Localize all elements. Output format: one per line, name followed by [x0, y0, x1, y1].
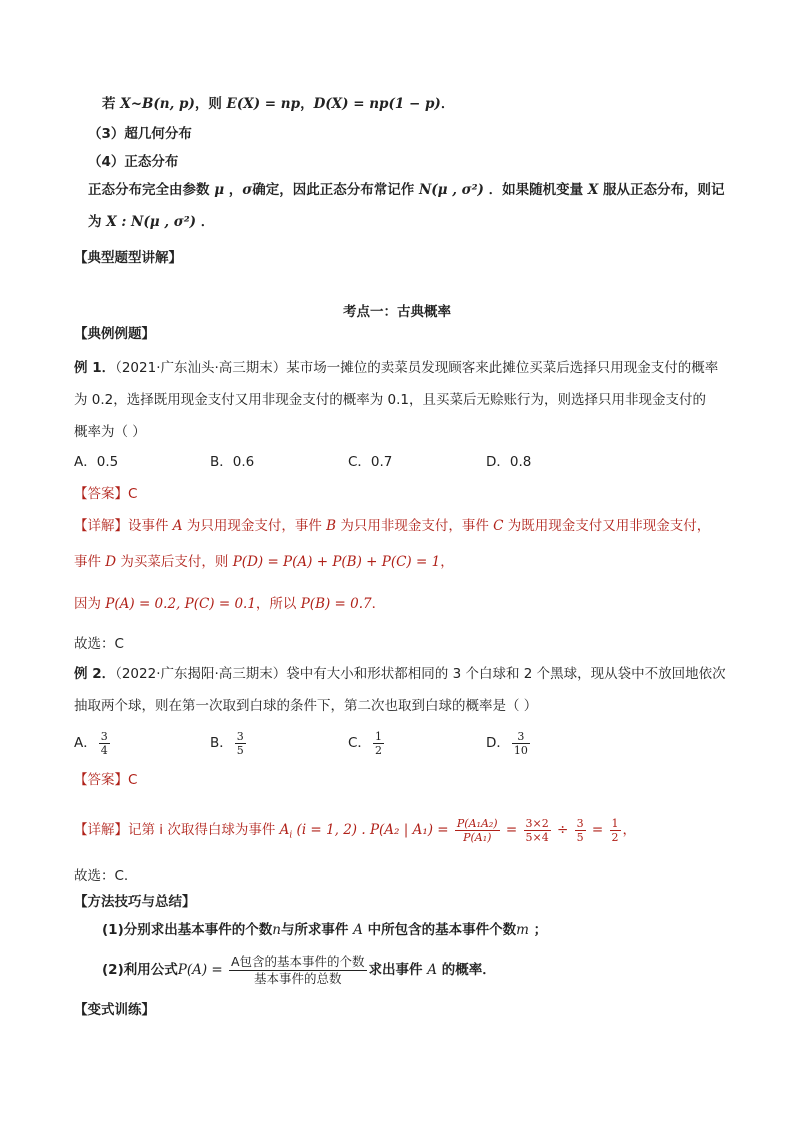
fraction-denominator: 2 — [374, 743, 382, 757]
text: ．如果随机变量 — [488, 182, 584, 198]
math-expectation: E(X) = np — [226, 96, 301, 112]
ex1-option-c: C．0.7 — [348, 454, 393, 470]
math-c: C — [493, 518, 504, 534]
math-range: (i = 1, 2) . — [292, 822, 370, 838]
fraction-numerator: 3 — [512, 730, 530, 744]
text: 若 — [102, 96, 121, 112]
ex1-option-b: B．0.6 — [210, 454, 255, 470]
math-n: n — [272, 922, 281, 938]
text: 服从正态分布，则记 — [603, 182, 725, 198]
detail-label: 【详解】 — [74, 822, 128, 838]
math-variance: D(X) = np(1 − p) — [313, 96, 441, 112]
detail-label: 【详解】 — [74, 518, 128, 534]
fraction-numerator: 3 — [236, 729, 244, 743]
ex1-label: 例 1． — [74, 360, 116, 376]
formula-fraction — [229, 954, 367, 987]
text: ． — [440, 96, 455, 112]
text: ， — [622, 822, 637, 838]
fraction-numerator: A包含的基本事件的个数 — [231, 953, 365, 969]
math-a: A — [172, 518, 183, 534]
text: （2022·广东揭阳·高三期末）袋中有大小和形状都相同的 3 个白球和 2 个黑球，现从袋中不放回地依次 — [115, 666, 726, 682]
normal-heading: （4）正态分布 — [88, 154, 179, 170]
text: 因为 — [74, 596, 106, 612]
section-example: 【典例例题】 — [74, 326, 155, 342]
ex1-option-d: D．0.8 — [486, 454, 532, 470]
text: 确定，因此正态分布常记作 — [252, 182, 415, 198]
text: 正态分布完全由参数 — [88, 182, 210, 198]
option-prefix: A． — [74, 735, 97, 751]
fraction-numerator: 1 — [611, 816, 619, 830]
text: 记第 i 次取得白球为事件 — [128, 822, 280, 838]
math-binomial: ~B(n, p) — [130, 96, 195, 112]
math-fraction — [610, 817, 621, 844]
math-mu: μ — [209, 182, 229, 198]
ex2-answer: 【答案】C — [74, 772, 138, 788]
math-conditional: P(A₂ | A₁) = — [369, 822, 453, 838]
text: ． — [371, 596, 386, 612]
method-item-2 — [102, 952, 496, 988]
fraction-numerator: 3×2 — [525, 816, 549, 830]
math-normal-expr: X : N(μ , σ²) — [101, 214, 201, 230]
normal-description-line — [88, 180, 725, 200]
math-pa: P(A) = — [177, 962, 227, 978]
ex2-conclusion: 故选：C. — [74, 868, 129, 884]
text: 设事件 — [128, 518, 173, 534]
ex2-label: 例 2． — [74, 666, 116, 682]
ex2-option-d — [486, 728, 532, 758]
ex1-answer: 【答案】C — [74, 486, 138, 502]
text: 的概率． — [437, 962, 496, 978]
math-fraction — [524, 817, 551, 844]
binomial-formula-line — [102, 94, 454, 114]
text: ÷ — [552, 822, 573, 838]
math-fraction — [575, 817, 586, 844]
ex1-line1 — [74, 358, 718, 378]
fraction-numerator: 1 — [374, 729, 382, 743]
ex1-detail-line2 — [74, 552, 454, 572]
text: = — [587, 822, 608, 838]
math-b: B — [326, 518, 337, 534]
math-normal-notation: N(μ , σ²) — [414, 182, 489, 198]
option-fraction — [512, 730, 530, 757]
normal-notation-line — [88, 212, 214, 232]
section-method: 【方法技巧与总结】 — [74, 894, 196, 910]
fraction-numerator: P(A₁A₂) — [456, 816, 498, 830]
ex1-detail-line1 — [74, 516, 710, 536]
ex1-option-a: A．0.5 — [74, 454, 119, 470]
option-prefix: B． — [210, 735, 233, 751]
text: (2)利用公式 — [102, 962, 178, 978]
math-m: m — [516, 922, 529, 938]
math-subscript: i — [289, 830, 293, 841]
text: ， — [300, 96, 314, 112]
math-d: D — [105, 554, 117, 570]
text: 中所包含的基本事件个数 — [362, 922, 517, 938]
math-a: A — [279, 822, 290, 838]
fraction-denominator: 10 — [513, 743, 528, 757]
text: ， — [440, 554, 454, 570]
fraction-denominator: 5 — [236, 743, 244, 757]
option-prefix: D． — [486, 735, 510, 751]
fraction-denominator: 基本事件的总数 — [254, 970, 342, 986]
text: ，所以 — [255, 596, 301, 612]
ex2-option-c — [348, 728, 386, 758]
text: 为 — [88, 214, 102, 230]
fraction-denominator: 2 — [611, 830, 619, 844]
ex1-line2: 为 0.2，选择既用现金支付又用非现金支付的概率为 0.1，且买菜后无赊账行为，则选择只用非现金支付的 — [74, 392, 707, 408]
section-variant: 【变式训练】 — [74, 1002, 155, 1018]
ex2-option-a — [74, 728, 112, 758]
text: ， — [228, 182, 243, 198]
option-prefix: C． — [348, 735, 371, 751]
option-fraction — [99, 730, 110, 757]
section-typical: 【典型题型讲解】 — [74, 250, 182, 266]
text: 事件 — [74, 554, 106, 570]
fraction-numerator: 3 — [576, 816, 584, 830]
method-item-1 — [102, 920, 547, 940]
ex1-line3: 概率为（ ） — [74, 424, 146, 440]
hypergeometric-heading: （3）超几何分布 — [88, 126, 192, 142]
math-result: P(B) = 0.7 — [300, 596, 372, 612]
math-x: X — [583, 182, 603, 198]
math-sigma: σ — [242, 182, 253, 198]
fraction-denominator: 5×4 — [525, 830, 549, 844]
text: 为买菜后支付，则 — [116, 554, 233, 570]
fraction-numerator: 3 — [100, 729, 108, 743]
text: ； — [528, 922, 548, 938]
math-x: X — [120, 96, 131, 112]
text: 求出事件 — [368, 962, 428, 978]
math-fraction — [455, 817, 500, 844]
text: ，则 — [194, 96, 227, 112]
math-given: P(A) = 0.2, P(C) = 0.1 — [105, 596, 256, 612]
text: ． — [200, 214, 215, 230]
option-fraction — [373, 730, 384, 757]
math-a: A — [427, 962, 438, 978]
ex1-conclusion: 故选：C — [74, 636, 124, 652]
ex2-line2: 抽取两个球，则在第一次取到白球的条件下，第二次也取到白球的概率是（ ） — [74, 698, 538, 714]
text: 与所求事件 — [280, 922, 354, 938]
ex2-detail-line — [74, 812, 636, 854]
fraction-denominator: 4 — [100, 743, 108, 757]
fraction-denominator: 5 — [576, 830, 584, 844]
text: (1)分别求出基本事件的个数 — [102, 922, 273, 938]
fraction-denominator: P(A₁) — [463, 830, 492, 844]
text: 为既用现金支付又用非现金支付， — [503, 518, 711, 534]
kaodian-title: 考点一：古典概率 — [343, 304, 451, 320]
ex2-line1 — [74, 664, 726, 684]
text: = — [501, 822, 522, 838]
option-fraction — [235, 730, 246, 757]
text: 为只用非现金支付，事件 — [336, 518, 494, 534]
math-sum-expr: P(D) = P(A) + P(B) + P(C) = 1 — [232, 554, 441, 570]
ex1-detail-line3 — [74, 594, 385, 614]
math-a: A — [353, 922, 363, 938]
text: 为只用现金支付，事件 — [182, 518, 327, 534]
text: （2021·广东汕头·高三期末）某市场一摊位的卖菜员发现顾客来此摊位买菜后选择只用现金支付的概率 — [115, 360, 719, 376]
ex2-option-b — [210, 728, 248, 758]
